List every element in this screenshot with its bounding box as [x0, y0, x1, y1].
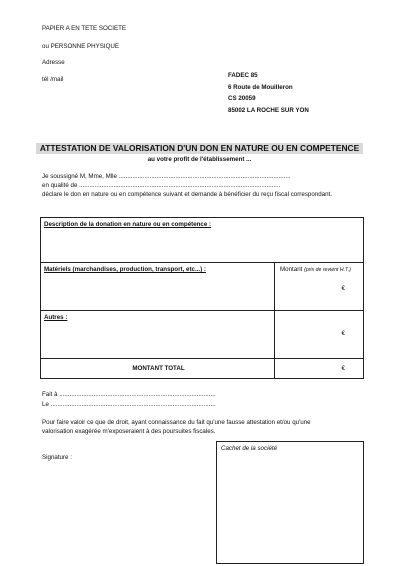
declaration-block [42, 172, 332, 199]
donation-description-cell[interactable] [40, 217, 364, 263]
total-euro: € [341, 365, 345, 372]
sender-contact-line: tél /mail [42, 76, 64, 83]
autres-euro: € [341, 330, 345, 337]
montant-total-cell[interactable] [274, 358, 364, 379]
sender-address-line: Adresse [42, 59, 65, 66]
legal-text [42, 419, 311, 436]
declaration-role-line[interactable]: en qualité de ..................................................................................................................... [42, 182, 281, 189]
materiels-euro: € [341, 285, 345, 292]
recipient-name: FADEC 85 [228, 72, 258, 79]
montant-note: (prix de revient H.T.) [304, 267, 351, 273]
declaration-name-line[interactable]: Je soussigné M, Mme, Mlle .................................................................................................... [42, 173, 291, 180]
cachet-box[interactable] [216, 441, 364, 564]
recipient-cs: CS 20059 [228, 95, 256, 102]
fait-le-line[interactable]: Le ................................................................................................ [42, 401, 216, 408]
autres-label: Autres : [44, 314, 68, 321]
total-label: MONTANT TOTAL [132, 365, 185, 372]
fait-a-line[interactable]: Fait à ........................................................................................... [42, 391, 216, 398]
montant-autres-cell[interactable] [274, 310, 364, 359]
montant-materiels-cell[interactable] [274, 262, 364, 311]
sender-person-line: ou PERSONNE PHYSIQUE [42, 43, 120, 50]
cachet-label: Cachet de la société [221, 445, 278, 452]
document-title: ATTESTATION DE VALORISATION D'UN DON EN NATURE OU EN COMPETENCE [36, 143, 363, 154]
recipient-street: 6 Route de Mouilleron [228, 83, 293, 91]
autres-cell[interactable] [40, 310, 275, 359]
materiels-cell[interactable] [40, 262, 275, 311]
montant-label: Montant [280, 266, 303, 273]
montant-header [280, 266, 351, 273]
recipient-address [228, 70, 309, 116]
sender-company-line: PAPIER A EN TETE SOCIETE [42, 25, 127, 32]
signature-label: Signature : [42, 454, 72, 461]
materiels-label: Matériels (marchandises, production, transport, etc...) : [44, 266, 206, 273]
document-subtitle: au votre profit de l'établissement ... [147, 156, 252, 163]
total-label-cell [40, 358, 275, 379]
legal-line-2: valorisation exagérée m'exposeraient à des poursuites fiscales. [42, 427, 216, 435]
declaration-statement: déclare le don en nature ou en compétence suivant et demande à bénéficier du reçu fiscal correspondant. [42, 191, 332, 198]
recipient-city: 85002 LA ROCHE SUR YON [228, 106, 309, 114]
sender-block [42, 25, 126, 33]
legal-line-1: Pour faire valoir ce que de droit, ayant connaissance du fait qu'une fausse attestation et/ou qu'une [42, 419, 311, 426]
description-label: Description de la donation en nature ou en compétence : [44, 221, 212, 228]
